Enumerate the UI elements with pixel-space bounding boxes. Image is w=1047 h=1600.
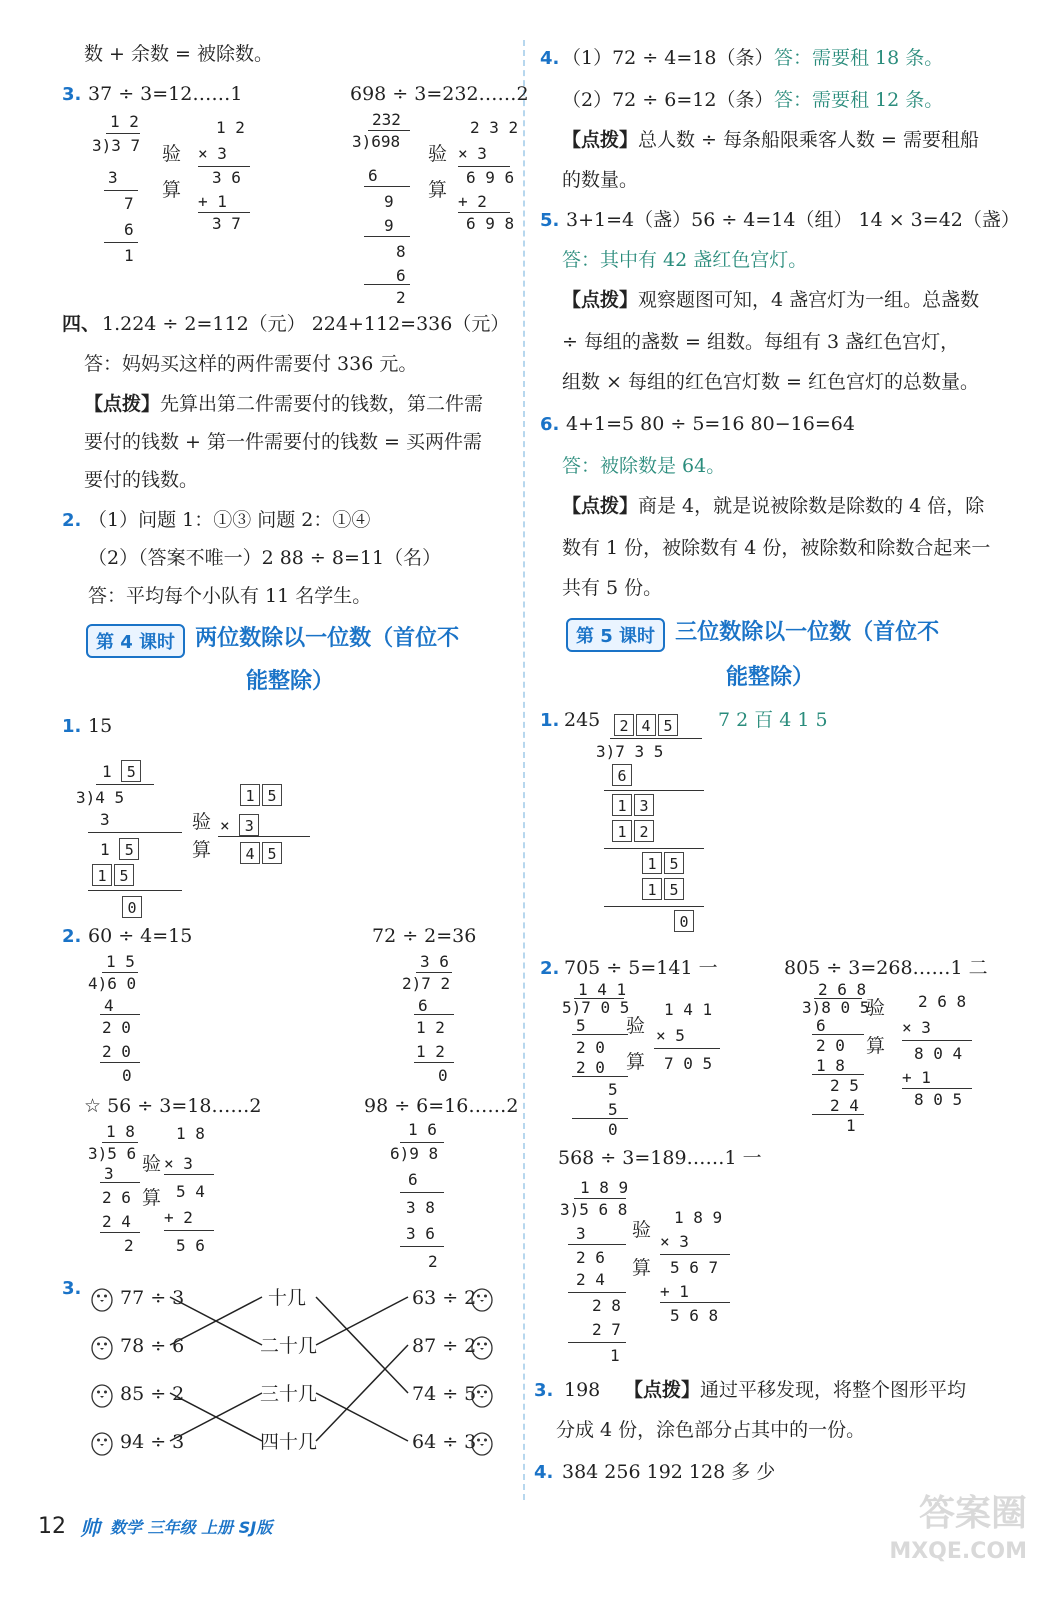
verify-label-1: 验 <box>162 143 182 165</box>
lesson-5-badge: 第 5 课时 <box>566 618 665 652</box>
q6-tip-3: 共有 5 份。 <box>562 577 663 599</box>
l5q2-equation-2: 805 ÷ 3=268……1 二 <box>784 957 988 979</box>
verify-label-3: 验 <box>428 143 448 165</box>
page-footer <box>38 1512 272 1541</box>
watermark-line-1: 答案圈 <box>918 1493 1027 1534</box>
l5q1-label: 1. <box>540 710 560 731</box>
l4q2-equation-2: 72 ÷ 2=36 <box>372 925 477 947</box>
verify-label-12: 算 <box>866 1035 886 1057</box>
l4q2-equation-1: 60 ÷ 4=15 <box>88 925 193 947</box>
q4-tip-1: 【点拨】总人数 ÷ 每条船限乘客人数 = 需要租船 <box>562 129 980 151</box>
verify-label-5: 验 <box>192 811 212 833</box>
match-left-3: 85 ÷ 2 <box>120 1383 185 1405</box>
q4-tip-2: 的数量。 <box>562 169 639 191</box>
match-right-1: 63 ÷ 2 <box>412 1287 477 1309</box>
q2-line-1: （1）问题 1：①③ 问题 2：①④ <box>88 509 371 531</box>
l5q4-value: 384 256 192 128 多 少 <box>562 1461 776 1483</box>
q6-tip-2: 数有 1 份，被除数有 4 份，被除数和除数合起来一 <box>562 537 991 559</box>
matching-lines <box>0 0 523 1500</box>
lesson-5-header <box>566 618 939 652</box>
section-4-tip-1: 【点拨】先算出第二件需要付的钱数，第二件需 <box>84 393 484 415</box>
l4q2-equation-4: 98 ÷ 6=16……2 <box>364 1095 519 1117</box>
match-mid-1: 十几 <box>268 1287 307 1309</box>
q4-label: 4. <box>540 48 560 69</box>
q4-answer-2: 答：需要租 12 条。 <box>774 89 944 111</box>
verify-label-14: 算 <box>632 1257 652 1279</box>
match-mid-4: 四十几 <box>260 1431 318 1453</box>
l5q2-equation-1: 705 ÷ 5=141 一 <box>564 957 718 979</box>
chick-icon <box>90 1332 114 1360</box>
match-left-2: 78 ÷ 6 <box>120 1335 185 1357</box>
q2-label: 2. <box>62 510 82 531</box>
q2-line-2: （2）（答案不唯一）2 88 ÷ 8=11（名） <box>88 547 442 569</box>
section-4-q1: 1.224 ÷ 2=112（元） 224+112=336（元） <box>102 313 510 335</box>
q3-equation-2: 698 ÷ 3=232……2 <box>350 83 529 105</box>
lesson-4-badge: 第 4 课时 <box>86 624 185 658</box>
watermark <box>889 1495 1027 1571</box>
q6-label: 6. <box>540 414 560 435</box>
q2-answer: 答：平均每个小队有 11 名学生。 <box>88 585 372 607</box>
q6-line-1: 4+1=5 80 ÷ 5=16 80−16=64 <box>566 413 855 435</box>
q4-answer-1: 答：需要租 18 条。 <box>774 47 944 69</box>
match-right-2: 87 ÷ 2 <box>412 1335 477 1357</box>
l5q4-label: 4. <box>534 1462 554 1483</box>
l4q2-equation-3: ☆ 56 ÷ 3=18……2 <box>84 1095 262 1117</box>
l5q1-handwritten: 7 2 百 4 1 5 <box>718 709 828 731</box>
q5-label: 5. <box>540 210 560 231</box>
verify-label-7: 验 <box>142 1153 162 1175</box>
q6-tip-1: 【点拨】商是 4，就是说被除数是除数的 4 倍，除 <box>562 495 985 517</box>
verify-label-10: 算 <box>626 1051 646 1073</box>
chick-icon <box>90 1284 114 1312</box>
page-number: 12 <box>38 1514 66 1539</box>
l4q2-label: 2. <box>62 926 82 947</box>
watermark-line-2: MXQE.COM <box>889 1539 1027 1564</box>
l5q2-equation-3: 568 ÷ 3=189……1 一 <box>558 1147 762 1169</box>
l4q1-label: 1. <box>62 716 82 737</box>
l4q1-value: 15 <box>88 715 113 737</box>
q4-line-1: （1）72 ÷ 4=18（条） <box>562 47 774 69</box>
chick-icon <box>90 1380 114 1408</box>
match-mid-3: 三十几 <box>260 1383 318 1405</box>
chick-icon <box>90 1428 114 1456</box>
verify-label-11: 验 <box>866 997 886 1019</box>
l5q3-label: 3. <box>534 1380 554 1401</box>
q5-tip-3: 组数 × 每组的红色宫灯数 = 红色宫灯的总数量。 <box>562 371 979 393</box>
q4-line-2: （2）72 ÷ 6=12（条） <box>562 89 774 111</box>
l5q3-value: 198 <box>564 1379 601 1401</box>
q5-tip-2: ÷ 每组的盏数 = 组数。每组有 3 盏红色宫灯， <box>562 331 960 353</box>
lesson-5-title: 三位数除以一位数（首位不 <box>675 620 940 645</box>
match-right-3: 74 ÷ 5 <box>412 1383 477 1405</box>
section-4-label: 四、 <box>62 313 101 335</box>
q6-answer: 答：被除数是 64。 <box>562 455 726 477</box>
match-right-4: 64 ÷ 3 <box>412 1431 477 1453</box>
q3-label: 3. <box>62 84 82 105</box>
q5-answer: 答：其中有 42 盏红色宫灯。 <box>562 249 808 271</box>
l5q1-value: 245 <box>564 709 601 731</box>
match-left-4: 94 ÷ 3 <box>120 1431 185 1453</box>
l5q3-tip-1: 【点拨】通过平移发现，将整个图形平均 <box>624 1379 967 1401</box>
match-left-1: 77 ÷ 3 <box>120 1287 185 1309</box>
l5q3-tip-2: 分成 4 份，涂色部分占其中的一份。 <box>556 1419 866 1441</box>
q5-tip-1: 【点拨】观察题图可知，4 盏宫灯为一组。总盏数 <box>562 289 980 311</box>
l4q3-label: 3. <box>62 1278 82 1299</box>
verify-label-6: 算 <box>192 839 212 861</box>
section-4-tip-3: 要付的钱数。 <box>84 469 199 491</box>
lesson-4-title-cont: 能整除） <box>246 669 335 694</box>
verify-label-4: 算 <box>428 179 448 201</box>
continued-text: 数 + 余数 = 被除数。 <box>84 43 273 65</box>
verify-label-13: 验 <box>632 1219 652 1241</box>
q3-equation-1: 37 ÷ 3=12……1 <box>88 83 243 105</box>
verify-label-2: 算 <box>162 179 182 201</box>
lesson-4-title: 两位数除以一位数（首位不 <box>195 626 460 651</box>
section-4-answer: 答：妈妈买这样的两件需要付 336 元。 <box>84 353 418 375</box>
verify-label-8: 算 <box>142 1187 162 1209</box>
section-4-tip-2: 要付的钱数 + 第一件需要付的钱数 = 买两件需 <box>84 431 482 453</box>
column-divider <box>523 40 525 1500</box>
book-subtitle: 数学 三年级 上册 SJ版 <box>110 1518 273 1537</box>
verify-label-9: 验 <box>626 1015 646 1037</box>
q5-line-1: 3+1=4（盏）56 ÷ 4=14（组） 14 × 3=42（盏） <box>566 209 1020 231</box>
lesson-5-title-cont: 能整除） <box>726 665 815 690</box>
l5q2-label: 2. <box>540 958 560 979</box>
brand-logo: 帅 <box>80 1516 100 1540</box>
match-mid-2: 二十几 <box>260 1335 318 1357</box>
